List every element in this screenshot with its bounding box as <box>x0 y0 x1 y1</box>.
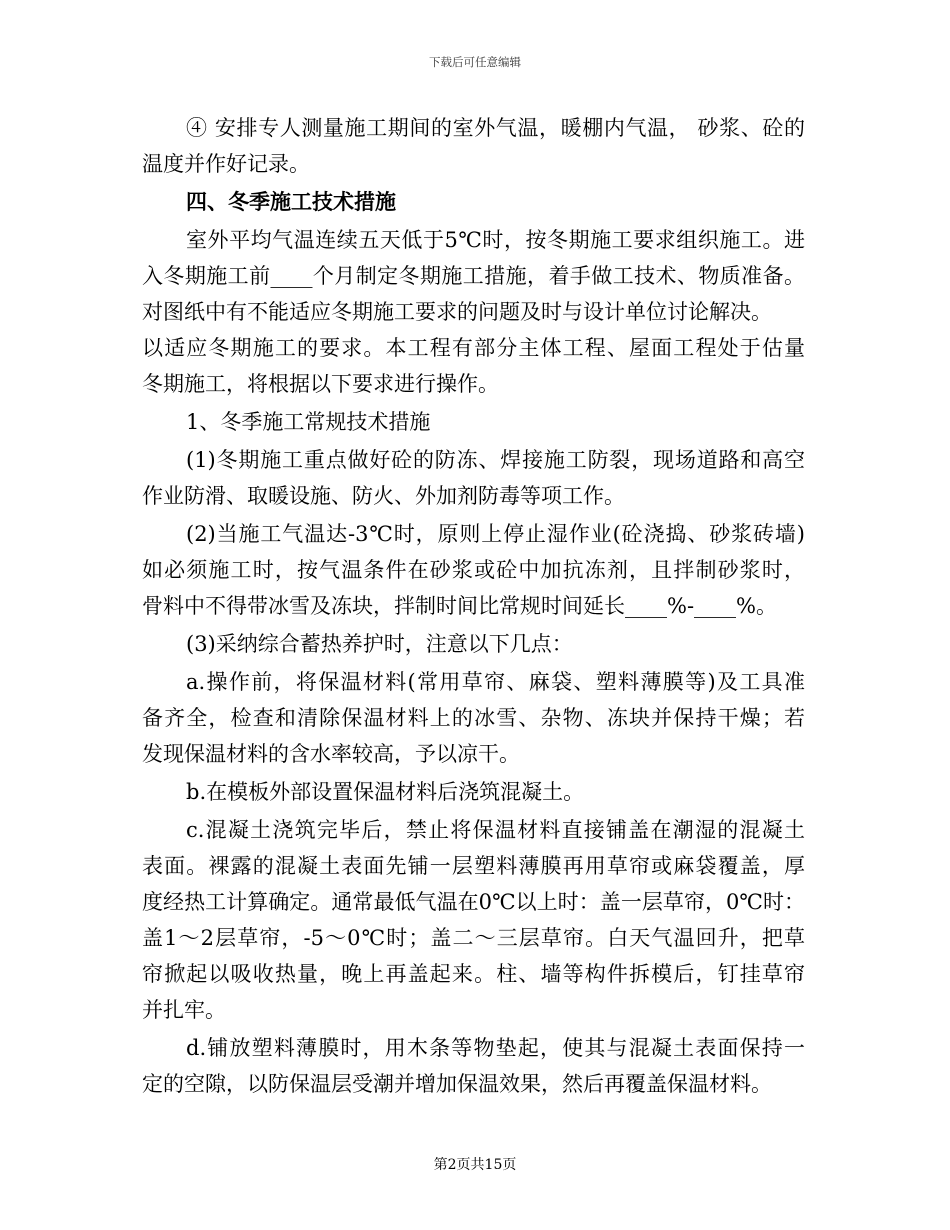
text-line: 室外平均气温连续五天低于5℃时，按冬期施工要求组织施工。进 <box>186 228 805 252</box>
text-line: 备齐全，检查和清除保温材料上的冰雪、杂物、冻块并保持干燥；若 <box>142 706 805 730</box>
text-line: 度经热工计算确定。通常最低气温在0℃以上时：盖一层草帘，0℃时： <box>142 890 805 914</box>
text-line: (2)当施工气温达-3℃时，原则上停止湿作业(砼浇捣、砂浆砖墙) <box>186 522 805 546</box>
page-number: 第2页共15页 <box>433 1157 517 1173</box>
text-line: 作业防滑、取暖设施、防火、外加剂防毒等项工作。 <box>142 484 625 508</box>
text-line: 对图纸中有不能适应冬期施工要求的问题及时与设计单位讨论解决。 <box>142 300 772 324</box>
text-line: 以适应冬期施工的要求。本工程有部分主体工程、屋面工程处于估量 <box>142 336 805 360</box>
list-item <box>142 664 805 772</box>
text-line: d.铺放塑料薄膜时，用木条等物垫起，使其与混凝土表面保持一 <box>186 1036 805 1060</box>
text-line: 如必须施工时，按气温条件在砂浆或砼中加抗冻剂，且拌制砂浆时， <box>142 558 805 582</box>
list-item <box>142 774 805 810</box>
text-line: (3)采纳综合蓄热养护时，注意以下几点： <box>186 632 573 656</box>
paragraph <box>142 110 805 182</box>
paragraph <box>142 222 805 402</box>
text-line: 冬期施工，将根据以下要求进行操作。 <box>142 372 499 396</box>
list-item <box>142 626 805 662</box>
list-item <box>142 516 805 624</box>
text-line: 入冬期施工前____个月制定冬期施工措施，着手做工技术、物质准备。 <box>142 264 805 288</box>
text-line: (1)冬期施工重点做好砼的防冻、焊接施工防裂，现场道路和高空 <box>186 448 805 472</box>
text-line: 发现保温材料的含水率较高，予以凉干。 <box>142 742 520 766</box>
heading-text: 四、冬季施工技术措施 <box>186 189 396 214</box>
subsection-heading <box>142 404 805 440</box>
text-line: 温度并作好记录。 <box>142 152 310 176</box>
text-line: a.操作前，将保温材料(常用草帘、麻袋、塑料薄膜等)及工具准 <box>186 670 805 694</box>
subheading-text: 1、冬季施工常规技术措施 <box>186 410 431 434</box>
list-item <box>142 812 805 1028</box>
text-line: 并扎牢。 <box>142 998 226 1022</box>
list-item <box>142 442 805 514</box>
text-line: ④ 安排专人测量施工期间的室外气温，暖棚内气温， 砂浆、砼的 <box>186 116 805 140</box>
page-header-note: 下载后可任意编辑 <box>429 55 521 69</box>
document-body <box>142 110 805 1102</box>
text-line: 盖1～2层草帘，-5～0℃时；盖二～三层草帘。白天气温回升，把草 <box>142 926 805 950</box>
text-line: 骨料中不得带冰雪及冻块，拌制时间比常规时间延长____%-____%。 <box>142 594 778 618</box>
section-heading <box>142 184 805 220</box>
text-line: c.混凝土浇筑完毕后，禁止将保温材料直接铺盖在潮湿的混凝土 <box>186 818 805 842</box>
list-item <box>142 1030 805 1102</box>
text-line: b.在模板外部设置保温材料后浇筑混凝土。 <box>186 780 585 804</box>
text-line: 表面。裸露的混凝土表面先铺一层塑料薄膜再用草帘或麻袋覆盖，厚 <box>142 854 805 878</box>
text-line: 定的空隙，以防保温层受潮并增加保温效果，然后再覆盖保温材料。 <box>142 1072 772 1096</box>
text-line: 帘掀起以吸收热量，晚上再盖起来。柱、墙等构件拆模后，钉挂草帘 <box>142 962 805 986</box>
